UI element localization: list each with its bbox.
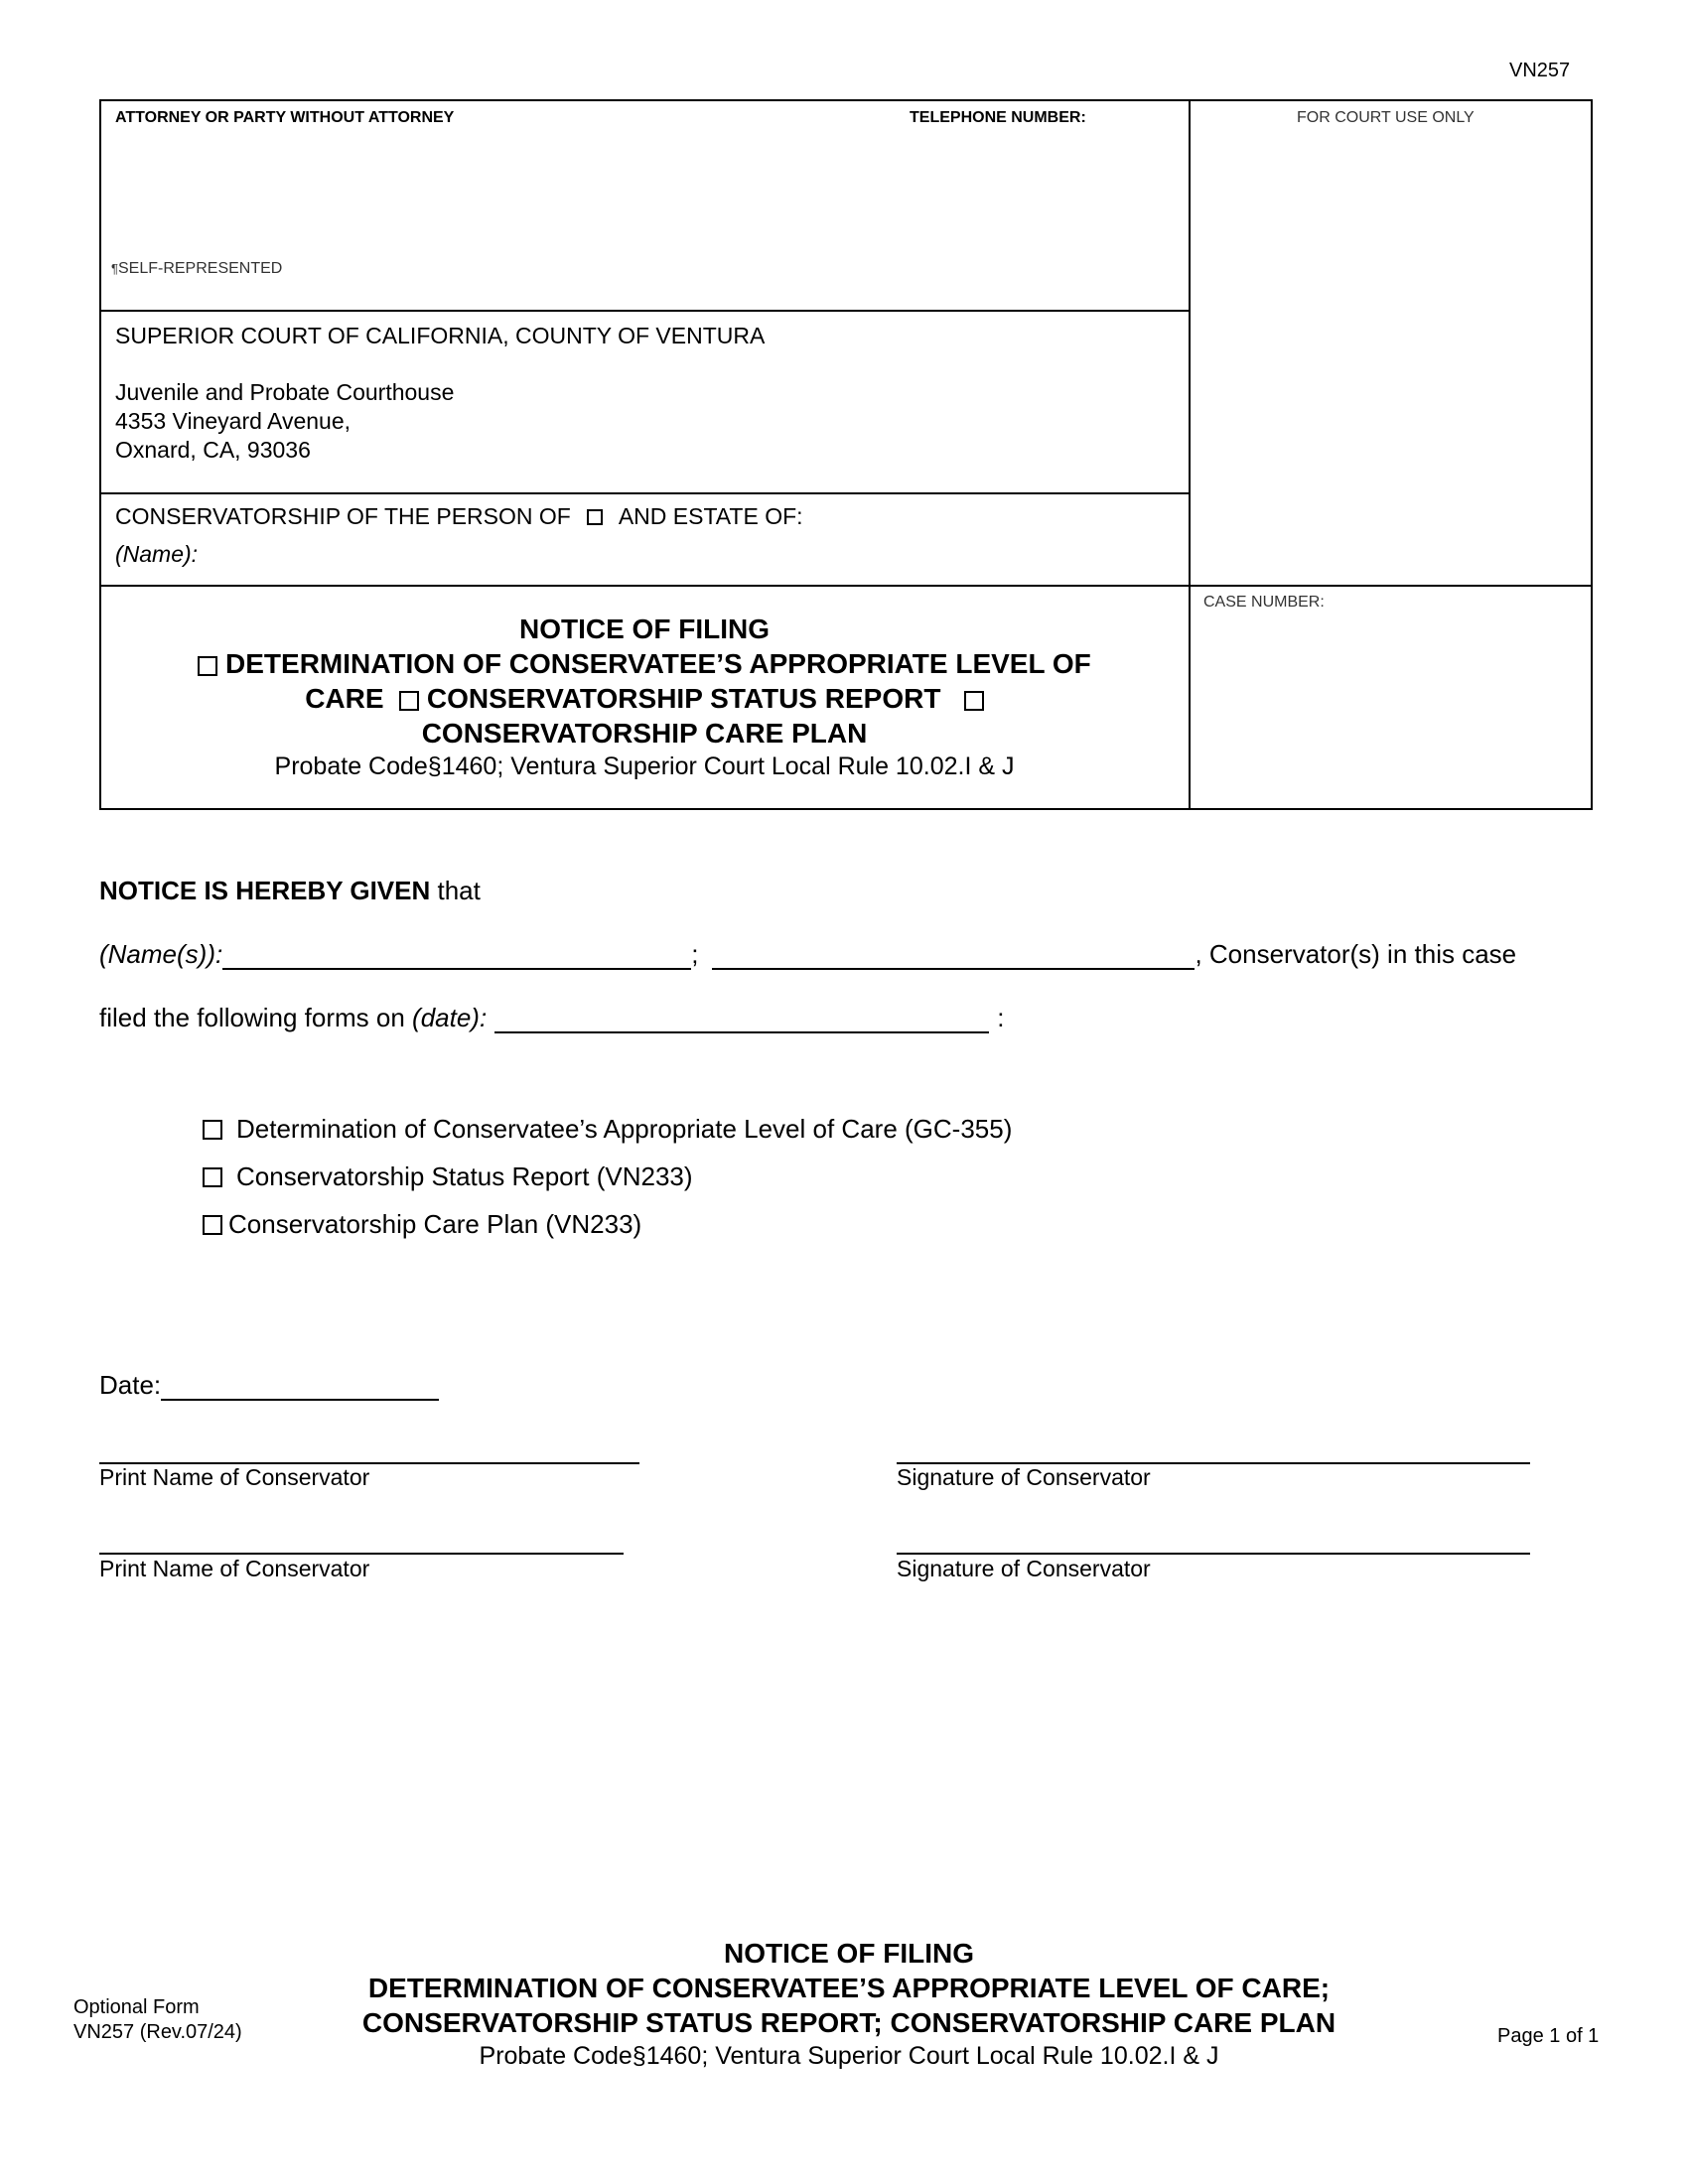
list-item-care-plan [203,1209,641,1240]
signature-date-label: Date: [99,1370,162,1400]
conservators-suffix: , Conservator(s) in this case [1195,939,1517,969]
notice-line [99,876,481,906]
self-represented-mark: ¶ [111,261,118,276]
title-line-3 [99,681,1190,716]
conservatorship-label: CONSERVATORSHIP OF THE PERSON OF [115,503,571,529]
caption-divider-3 [99,585,1593,587]
title-checkbox-status-report[interactable] [399,691,419,711]
footer-form-info [73,1995,242,2045]
signature-date-line [99,1370,439,1401]
footer-title [288,1936,1410,2072]
optional-form-label: Optional Form [73,1996,200,2018]
name-label: (Name): [115,541,199,567]
courthouse-street: 4353 Vineyard Avenue, [115,408,352,434]
filed-prefix: filed the following forms on [99,1003,413,1032]
names-semicolon: ; [691,939,699,969]
print-name-1-label: Print Name of Conservator [99,1464,370,1490]
footer-line-2: DETERMINATION OF CONSERVATEE’S APPROPRIATE LEVEL OF CARE; [367,1973,1331,2003]
title-line-2-text: DETERMINATION OF CONSERVATEE’S APPROPRIATE LEVEL OF [225,648,1091,679]
signature-date-input[interactable] [161,1373,439,1401]
names-label: (Name(s)): [99,939,223,969]
notice-rest: that [430,876,481,905]
item-label-level-of-care: Determination of Conservatee’s Appropriate Level of Care (GC-355) [236,1114,1013,1144]
footer-line-3: CONSERVATORSHIP STATUS REPORT; CONSERVATORSHIP CARE PLAN [361,2007,1336,2038]
filed-colon: : [997,1003,1005,1032]
self-represented-label: SELF-REPRESENTED [117,260,283,277]
list-item-level-of-care [203,1114,1012,1145]
caption-divider-1 [99,310,1190,312]
case-number-label: CASE NUMBER: [1203,594,1325,611]
names-line [99,939,1516,970]
date-label: (date): [412,1003,488,1032]
telephone-label: TELEPHONE NUMBER: [910,109,1086,126]
title-checkbox-level-of-care[interactable] [198,656,217,676]
self-represented-field[interactable] [111,260,282,278]
checkbox-care-plan[interactable] [203,1215,222,1235]
filed-date-input[interactable] [494,1006,989,1033]
title-line-3b: CONSERVATORSHIP STATUS REPORT [426,683,941,714]
item-label-status-report: Conservatorship Status Report (VN233) [236,1161,693,1191]
court-use-label: FOR COURT USE ONLY [1297,109,1475,126]
form-code: VN257 [1509,60,1571,81]
title-line-1: NOTICE OF FILING [519,614,770,644]
courthouse-city: Oxnard, CA, 93036 [115,437,311,463]
print-name-2-input[interactable] [99,1553,624,1555]
caption-divider-2 [99,492,1190,494]
checkbox-status-report[interactable] [203,1167,222,1187]
checkbox-level-of-care[interactable] [203,1120,222,1140]
conservatorship-line [115,502,803,531]
name-1-input[interactable] [222,942,691,970]
signature-2-input[interactable] [897,1553,1530,1555]
footer-subtitle: Probate Code§1460; Ventura Superior Court Local Rule 10.02.I & J [479,2042,1219,2070]
item-label-care-plan: Conservatorship Care Plan (VN233) [228,1209,642,1239]
attorney-label: ATTORNEY OR PARTY WITHOUT ATTORNEY [115,109,455,126]
title-line-3a: CARE [305,683,384,714]
notice-bold: NOTICE IS HEREBY GIVEN [99,876,431,905]
court-name: SUPERIOR COURT OF CALIFORNIA, COUNTY OF VENTURA [115,323,766,348]
title-line-4: CONSERVATORSHIP CARE PLAN [421,718,868,749]
estate-label: AND ESTATE OF: [618,503,803,529]
name-2-input[interactable] [712,942,1195,970]
courthouse-name: Juvenile and Probate Courthouse [115,379,455,405]
filed-line [99,1003,1004,1033]
title-line-2 [99,646,1190,681]
revision-label: VN257 (Rev.07/24) [73,2021,242,2043]
signature-2-label: Signature of Conservator [897,1556,1151,1581]
estate-checkbox[interactable] [587,509,603,525]
print-name-2-label: Print Name of Conservator [99,1556,370,1581]
signature-1-label: Signature of Conservator [897,1464,1151,1490]
footer-line-1: NOTICE OF FILING [724,1938,974,1969]
title-subtitle: Probate Code§1460; Ventura Superior Court Local Rule 10.02.I & J [274,752,1015,780]
title-checkbox-care-plan[interactable] [964,691,984,711]
caption-title [99,612,1190,782]
page-number: Page 1 of 1 [1497,2025,1600,2047]
list-item-status-report [203,1161,693,1192]
